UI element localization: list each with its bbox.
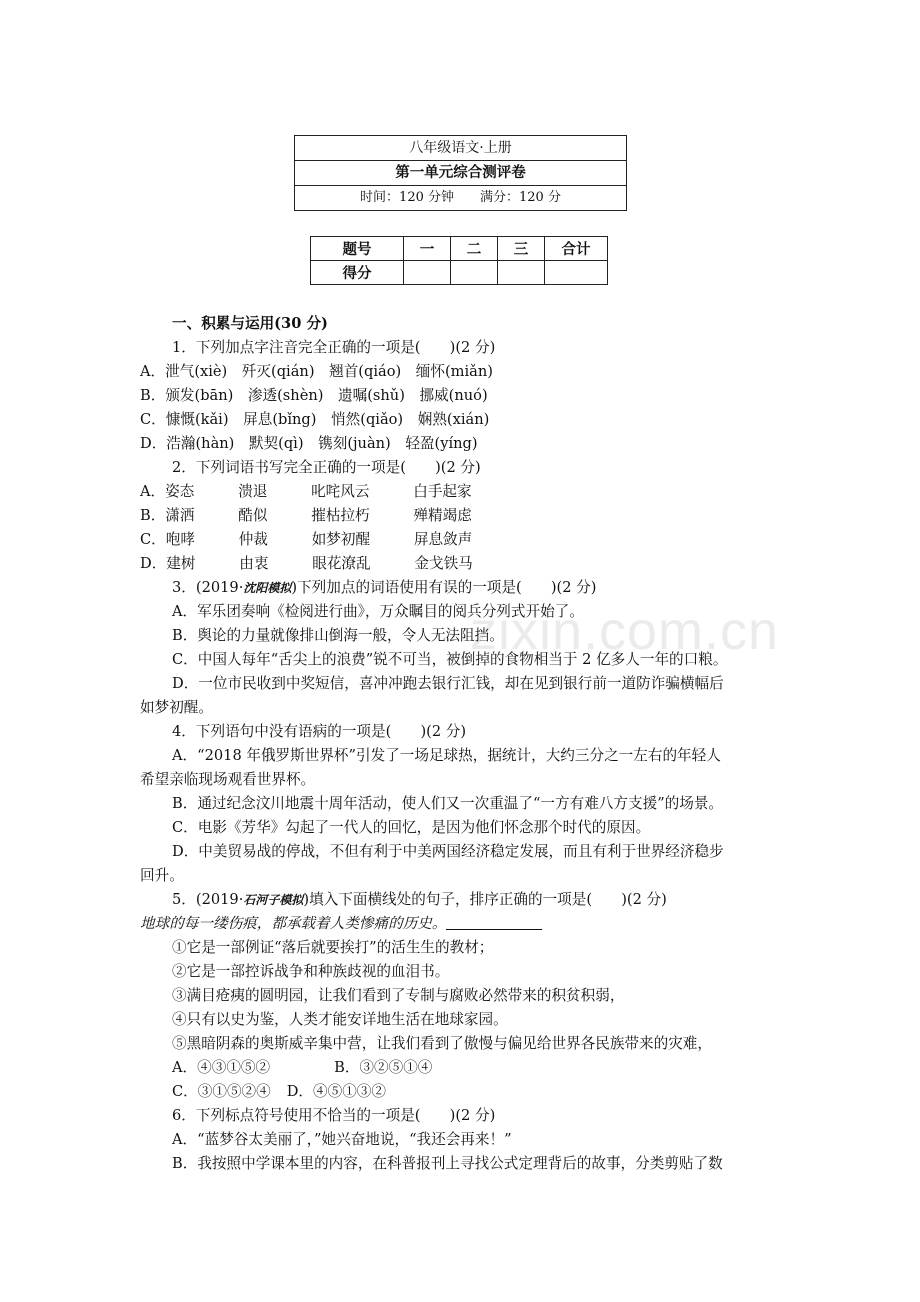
score-input-cell[interactable] — [451, 261, 498, 285]
option-a: A．泄气(xiè) 歼灭(qián) 翘首(qiáo) 缅怀(miǎn) — [140, 363, 493, 380]
answer-blank[interactable] — [446, 915, 542, 930]
stem-suffix: )下列加点的词语使用有误的一项是( )(2 分) — [291, 579, 597, 596]
sentence-1: ①它是一部例证“落后就要挨打”的活生生的教材； — [172, 939, 494, 956]
score-table-score-row — [311, 261, 608, 285]
title-box — [294, 135, 627, 211]
question-stem — [140, 888, 790, 912]
lead-sentence: 地球的每一缕伤痕，都承载着人类惨痛的历史。 — [140, 912, 790, 936]
sentence-3: ③满目疮痍的圆明园，让我们看到了专制与腐败必然带来的积贫积弱， — [172, 987, 625, 1004]
score-cell: 得分 — [311, 261, 404, 285]
section-heading: 一、积累与运用(30 分) — [172, 315, 328, 332]
option-a: A．姿态 溃退 叱咤风云 白手起家 — [140, 483, 472, 500]
score-table — [310, 236, 608, 285]
question-stem: 1．下列加点字注音完全正确的一项是( )(2 分) — [172, 339, 496, 356]
option-c: C．慷慨(kǎi) 屏息(bǐng) 悄然(qiǎo) 娴熟(xián) — [140, 411, 490, 428]
option-d: D．中美贸易战的停战，不但有利于中美两国经济稳定发展，而且有利于世界经济稳步 — [172, 843, 724, 860]
score-cell: 题号 — [311, 237, 404, 261]
option-a: A．“2018 年俄罗斯世界杯”引发了一场足球热，据统计，大约三分之一左右的年轻人 — [172, 747, 721, 764]
stem-prefix: 3．(2019· — [172, 579, 244, 596]
question-stem: 4．下列语句中没有语病的一项是( )(2 分) — [172, 723, 467, 740]
option-b: B．我按照中学课本里的内容，在科普报刊上寻找公式定理背后的故事，分类剪贴了数 — [172, 1155, 723, 1172]
score-cell: 三 — [498, 237, 545, 261]
score-cell: 合计 — [545, 237, 608, 261]
option-b: B．潇洒 酷似 摧枯拉朽 殚精竭虑 — [140, 507, 472, 524]
option-d-continued: 如梦初醒。 — [140, 699, 213, 716]
score-input-cell[interactable] — [404, 261, 451, 285]
option-d-continued: 回升。 — [140, 867, 184, 884]
question-stem: 2．下列词语书写完全正确的一项是( )(2 分) — [172, 459, 481, 476]
score-cell: 二 — [451, 237, 498, 261]
option-a: A．④③①⑤② — [172, 1059, 271, 1076]
option-c: C．中国人每年“舌尖上的浪费”锐不可当，被倒掉的食物相当于 2 亿多人一年的口粮。 — [172, 651, 728, 668]
option-d: D．建树 由衷 眼花潦乱 金戈铁马 — [140, 555, 473, 572]
option-c: C．电影《芳华》勾起了一代人的回忆，是因为他们怀念那个时代的原因。 — [172, 819, 651, 836]
option-d: D．④⑤①③② — [286, 1083, 386, 1100]
option-d: D．浩瀚(hàn) 默契(qì) 镌刻(juàn) 轻盈(yíng) — [140, 435, 478, 452]
score-input-cell[interactable] — [545, 261, 608, 285]
options-cd — [140, 1080, 790, 1104]
stem-prefix: 5．(2019· — [172, 891, 244, 908]
grade-label: 八年级语文·上册 — [295, 136, 626, 161]
score-input-cell[interactable] — [498, 261, 545, 285]
question-stem — [140, 576, 790, 600]
options-ab — [140, 1056, 790, 1080]
option-a: A．“蓝梦谷太美丽了，”她兴奋地说，“我还会再来！” — [172, 1131, 512, 1148]
question-content — [140, 312, 790, 1176]
option-c: C．咆哮 仲裁 如梦初醒 屏息敛声 — [140, 531, 473, 548]
sentence-4: ④只有以史为鉴，人类才能安详地生活在地球家园。 — [172, 1011, 508, 1028]
score-table-header-row — [311, 237, 608, 261]
option-c: C．③①⑤②④ — [172, 1083, 271, 1100]
option-b: B．舆论的力量就像排山倒海一般，令人无法阻挡。 — [172, 627, 504, 644]
exam-title: 第一单元综合测评卷 — [295, 161, 626, 186]
option-a-continued: 希望亲临现场观看世界杯。 — [140, 771, 316, 788]
question-stem: 6．下列标点符号使用不恰当的一项是( )(2 分) — [172, 1107, 496, 1124]
option-a: A．军乐团奏响《检阅进行曲》，万众瞩目的阅兵分列式开始了。 — [172, 603, 584, 620]
score-cell: 一 — [404, 237, 451, 261]
sentence-2: ②它是一部控诉战争和种族歧视的血泪书。 — [172, 963, 450, 980]
source-tag: 石河子模拟 — [243, 893, 304, 907]
option-b: B．通过纪念汶川地震十周年活动，使人们又一次重温了“一方有难八方支援”的场景。 — [172, 795, 724, 812]
option-d: D．一位市民收到中奖短信，喜冲冲跑去银行汇钱，却在见到银行前一道防诈骗横幅后 — [172, 675, 724, 692]
option-b: B．颁发(bān) 渗透(shèn) 遗嘱(shǔ) 挪威(nuó) — [140, 387, 488, 404]
time-score-info: 时间：120 分钟 满分：120 分 — [360, 190, 561, 205]
watermark: zixin.com.cn — [470, 601, 780, 661]
stem-suffix: )填入下面横线处的句子，排序正确的一项是( )(2 分) — [303, 891, 667, 908]
option-b: B．③②⑤①④ — [334, 1059, 433, 1076]
source-tag: 沈阳模拟 — [243, 581, 292, 595]
sentence-5: ⑤黑暗阴森的奥斯威辛集中营，让我们看到了傲慢与偏见给世界各民族带来的灾难， — [172, 1035, 712, 1052]
